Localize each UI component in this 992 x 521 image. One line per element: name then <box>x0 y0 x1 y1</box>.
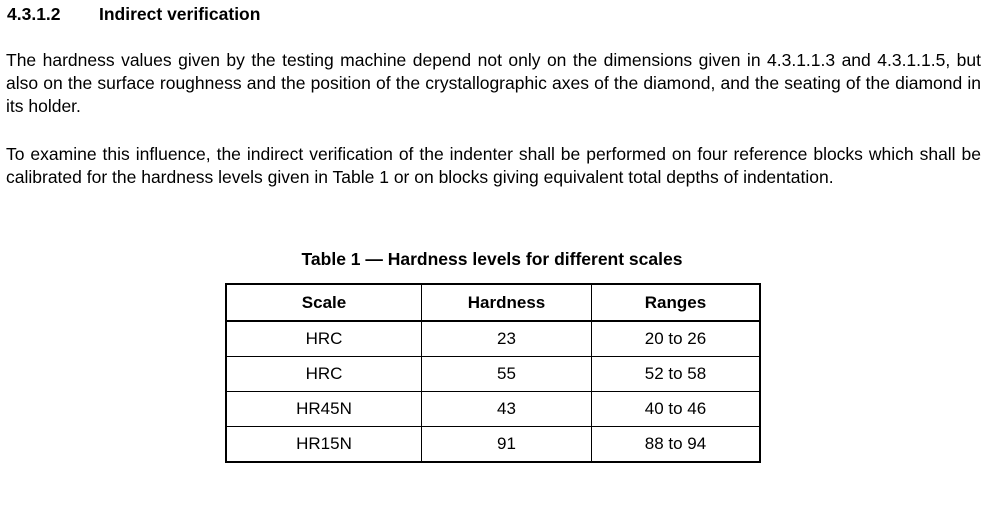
cell-scale: HR45N <box>226 392 422 427</box>
cell-hardness: 55 <box>422 357 592 392</box>
section-number: 4.3.1.2 <box>7 4 61 24</box>
cell-range: 40 to 46 <box>592 392 761 427</box>
table-row <box>226 321 760 357</box>
cell-scale: HRC <box>226 321 422 357</box>
table-row <box>226 357 760 392</box>
table-header-row <box>226 284 760 321</box>
cell-range: 52 to 58 <box>592 357 761 392</box>
table-caption: Table 1 — Hardness levels for different scales <box>301 249 683 269</box>
column-header-ranges: Ranges <box>592 284 761 321</box>
hardness-levels-table <box>225 283 761 463</box>
paragraph-dependence: The hardness values given by the testing machine depend not only on the dimensions given in 4.3.1.1.3 and 4.3.1.1.5, but also on the surface roughness and the position of the crystallographic axes of the diamond, and the seating of the diamond in its holder. <box>6 50 981 116</box>
cell-hardness: 23 <box>422 321 592 357</box>
cell-scale: HR15N <box>226 427 422 463</box>
cell-hardness: 91 <box>422 427 592 463</box>
column-header-hardness: Hardness <box>422 284 592 321</box>
table-row <box>226 427 760 463</box>
table-row <box>226 392 760 427</box>
column-header-scale: Scale <box>226 284 422 321</box>
cell-hardness: 43 <box>422 392 592 427</box>
section-heading <box>7 3 260 25</box>
paragraph-examination: To examine this influence, the indirect verification of the indenter shall be performed on four reference blocks which shall be calibrated for the hardness levels given in Table 1 or on blocks giving equivalent total depths of indentation. <box>6 144 981 187</box>
cell-range: 20 to 26 <box>592 321 761 357</box>
cell-range: 88 to 94 <box>592 427 761 463</box>
cell-scale: HRC <box>226 357 422 392</box>
section-title: Indirect verification <box>99 4 261 24</box>
